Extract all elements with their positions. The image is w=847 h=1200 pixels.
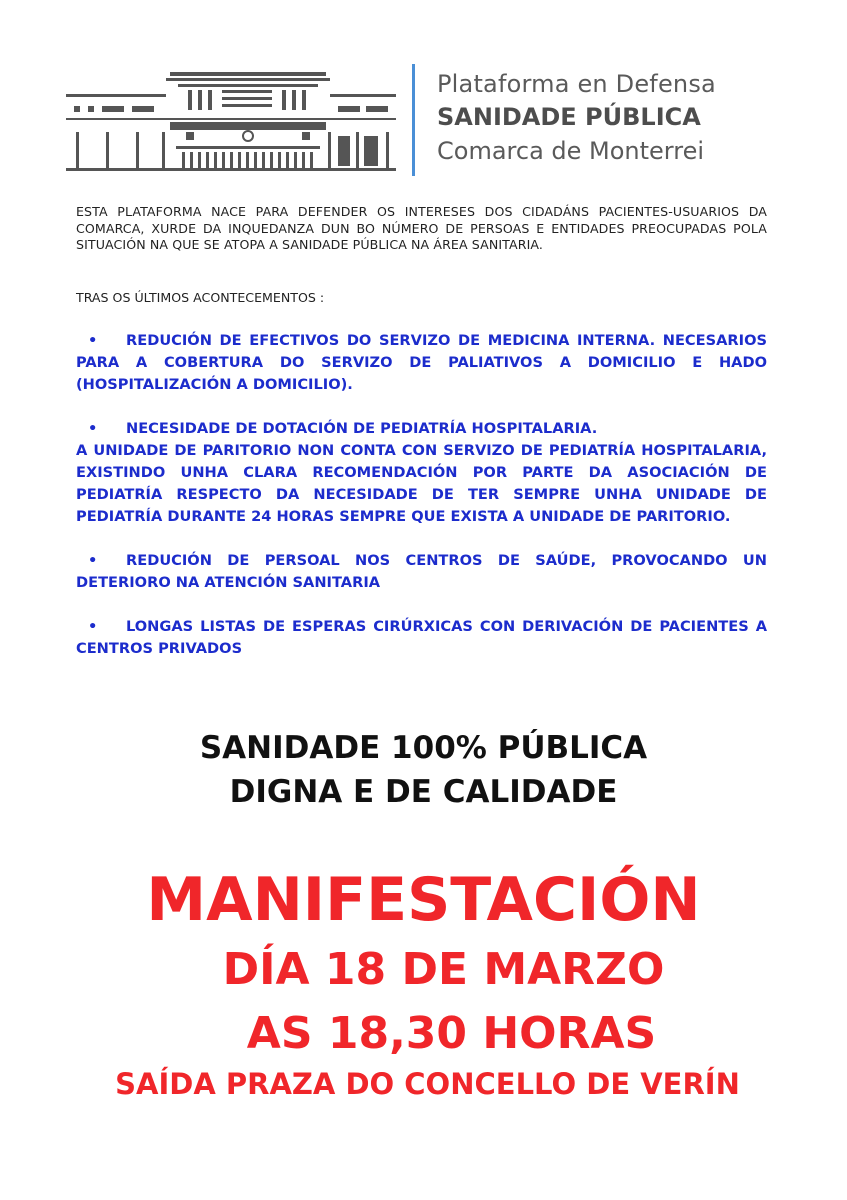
list-item	[76, 418, 767, 528]
event-place: SAÍDA PRAZA DO CONCELLO DE VERÍN	[115, 1067, 740, 1101]
list-item-text: NECESIDADE DE DOTACIÓN DE PEDIATRÍA HOSPITALARIA.	[126, 420, 598, 437]
bullet-icon: •	[88, 332, 98, 349]
bullet-icon: •	[88, 420, 98, 437]
list-item-detail: A UNIDADE DE PARITORIO NON CONTA CON SERVIZO DE PEDIATRÍA HOSPITALARIA, EXISTINDO UNHA CLARA RECOMENDACIÓN POR PARTE DA ASOCIACIÓN DE PEDIATRÍA RESPECTO DA NECESIDADE DE TER SEMPRE UNHA UNIDADE DE PEDIATRÍA DURANTE 24 HORAS SEMPRE QUE EXISTA A UNIDADE DE PARITORIO.	[76, 442, 767, 525]
logo-header	[66, 64, 776, 176]
logo-line-comarca: Comarca de Monterrei	[437, 137, 705, 165]
bullet-icon: •	[88, 618, 98, 635]
issues-list	[76, 330, 767, 682]
intro-paragraph: ESTA PLATAFORMA NACE PARA DEFENDER OS INTERESES DOS CIDADÁNS PACIENTES-USUARIOS DA COMARCA, XURDE DA INQUEDANZA DUN BO NÚMERO DE PERSOAS E ENTIDADES PREOCUPADAS POLA SITUACIÓN NA QUE SE ATOPA A SANIDADE PÚBLICA NA ÁREA SANITARIA.	[76, 204, 767, 252]
list-item-text: REDUCIÓN DE EFECTIVOS DO SERVIZO DE MEDICINA INTERNA. NECESARIOS PARA A COBERTURA DO SERVIZO DE PALIATIVOS A DOMICILIO E HADO (HOSPITALIZACIÓN A DOMICILIO).	[76, 332, 767, 393]
list-item	[76, 330, 767, 396]
list-item-text: REDUCIÓN DE PERSOAL NOS CENTROS DE SAÚDE, PROVOCANDO UN DETERIORO NA ATENCIÓN SANITARIA	[76, 552, 767, 591]
event-date: DÍA 18 DE MARZO	[222, 944, 665, 995]
event-time: AS 18,30 HORAS	[246, 1008, 657, 1059]
slogan-line-1: SANIDADE 100% PÚBLICA	[199, 730, 648, 766]
list-item	[76, 550, 767, 594]
slogan	[0, 726, 847, 814]
logo-text	[437, 68, 716, 168]
event-title: MANIFESTACIÓN	[146, 865, 701, 935]
logo-line-sanidade: SANIDADE PÚBLICA	[437, 103, 701, 131]
list-item-text: LONGAS LISTAS DE ESPERAS CIRÚRXICAS CON DERIVACIÓN DE PACIENTES A CENTROS PRIVADOS	[76, 618, 767, 657]
logo-line-platform: Plataforma en Defensa	[437, 70, 716, 98]
slogan-line-2: DIGNA E DE CALIDADE	[229, 774, 618, 810]
list-item	[76, 616, 767, 660]
bullet-icon: •	[88, 552, 98, 569]
hospital-building-logo	[66, 72, 396, 172]
events-lead-in: TRAS OS ÚLTIMOS ACONTECEMENTOS :	[76, 290, 325, 305]
logo-divider	[412, 64, 415, 176]
